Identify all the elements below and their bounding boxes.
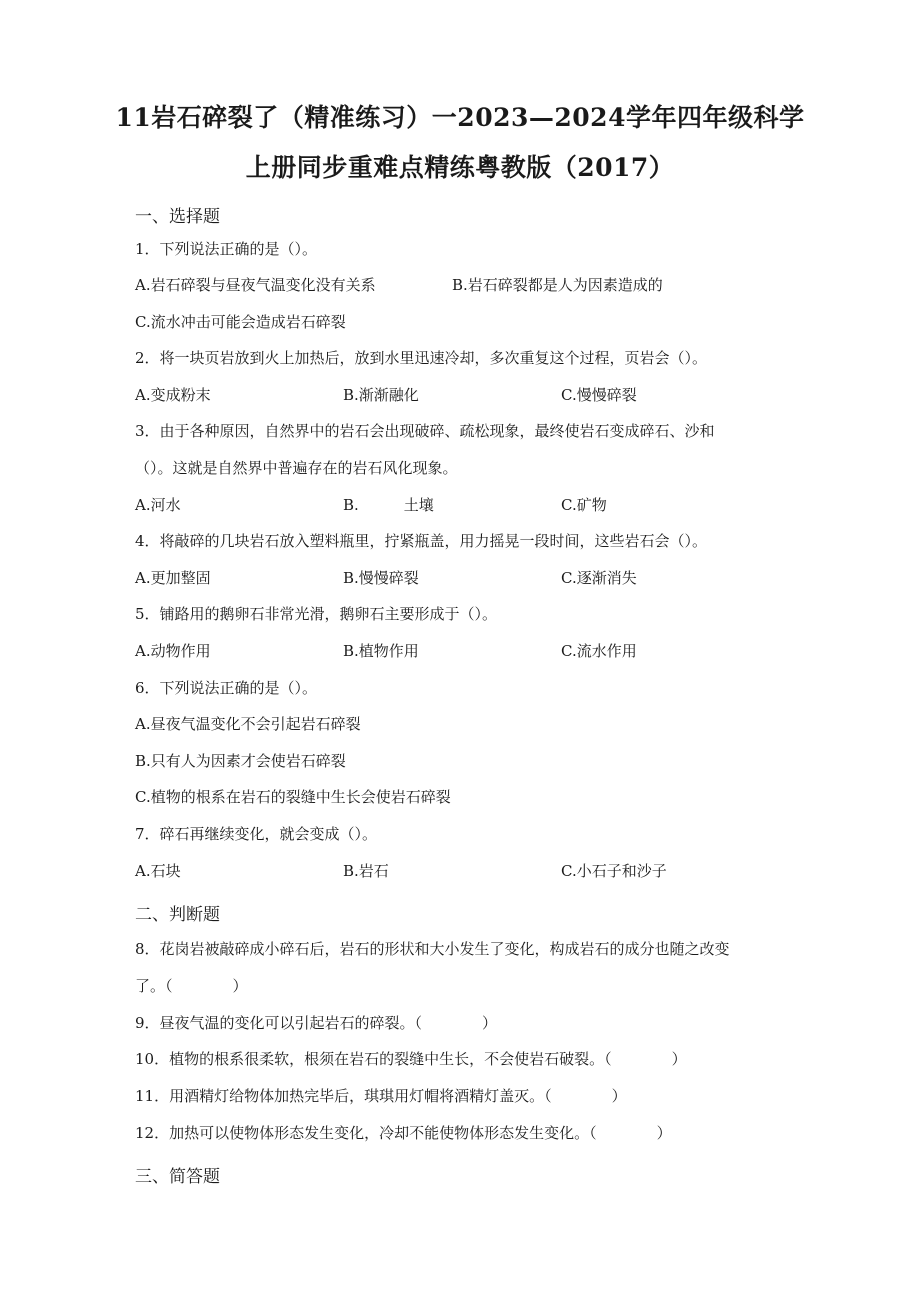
question-7-option-a: A.石块 [135,862,181,880]
document-title-line-1: 11岩石碎裂了（精准练习）一2023—2024学年四年级科学 [115,103,805,132]
section-heading-judge: 二、判断题 [135,905,220,925]
question-2-option-a: A.变成粉末 [135,386,211,404]
question-6-option-c: C.植物的根系在岩石的裂缝中生长会使岩石碎裂 [135,788,451,806]
question-1-option-b: B.岩石碎裂都是人为因素造成的 [452,276,663,294]
question-8-line-2: 了。（ ） [135,977,248,995]
question-5-option-a: A.动物作用 [135,642,211,660]
question-6-option-a: A.昼夜气温变化不会引起岩石碎裂 [135,715,361,733]
document-title-line-2: 上册同步重难点精练粤教版（2017） [245,153,675,182]
question-3-stem-line-2: （）。这就是自然界中普遍存在的岩石风化现象。 [135,459,458,477]
question-12: 12．加热可以使物体形态发生变化，冷却不能使物体形态发生变化。（ ） [135,1124,672,1142]
question-4-option-c: C.逐渐消失 [561,569,637,587]
question-3-stem-line-1: 3．由于各种原因，自然界中的岩石会出现破碎、疏松现象，最终使岩石变成碎石、沙和 [135,422,715,440]
question-7-option-b: B.岩石 [343,862,389,880]
question-4-stem: 4．将敲碎的几块岩石放入塑料瓶里，拧紧瓶盖，用力摇晃一段时间，这些岩石会（）。 [135,532,708,550]
question-5-option-b: B.植物作用 [343,642,419,660]
question-2-stem: 2．将一块页岩放到火上加热后，放到水里迅速冷却，多次重复这个过程，页岩会（）。 [135,349,708,367]
question-1-option-a: A.岩石碎裂与昼夜气温变化没有关系 [135,276,376,294]
question-5-option-c: C.流水作用 [561,642,637,660]
question-3-option-b: B. 土壤 [343,496,434,514]
question-2-option-b: B.渐渐融化 [343,386,419,404]
question-5-stem: 5．铺路用的鹅卵石非常光滑，鹅卵石主要形成于（）。 [135,605,498,623]
question-7-option-c: C.小石子和沙子 [561,862,667,880]
question-2-option-c: C.慢慢碎裂 [561,386,637,404]
question-3-option-c: C.矿物 [561,496,607,514]
question-3-option-a: A.河水 [135,496,181,514]
question-4-option-b: B.慢慢碎裂 [343,569,419,587]
section-heading-choice: 一、选择题 [135,207,220,227]
section-heading-short-answer: 三、简答题 [135,1167,220,1187]
question-1-stem: 1．下列说法正确的是（）。 [135,240,318,258]
question-1-option-c: C.流水冲击可能会造成岩石碎裂 [135,313,346,331]
question-8-line-1: 8．花岗岩被敲碎成小碎石后，岩石的形状和大小发生了变化，构成岩石的成分也随之改变 [135,940,730,958]
question-11: 11．用酒精灯给物体加热完毕后，琪琪用灯帽将酒精灯盖灭。（ ） [135,1087,627,1105]
question-10: 10．植物的根系很柔软，根须在岩石的裂缝中生长，不会使岩石破裂。（ ） [135,1050,687,1068]
question-7-stem: 7．碎石再继续变化，就会变成（）。 [135,825,378,843]
question-6-option-b: B.只有人为因素才会使岩石碎裂 [135,752,346,770]
question-4-option-a: A.更加整固 [135,569,211,587]
question-9: 9．昼夜气温的变化可以引起岩石的碎裂。（ ） [135,1014,498,1032]
question-6-stem: 6．下列说法正确的是（）。 [135,679,318,697]
